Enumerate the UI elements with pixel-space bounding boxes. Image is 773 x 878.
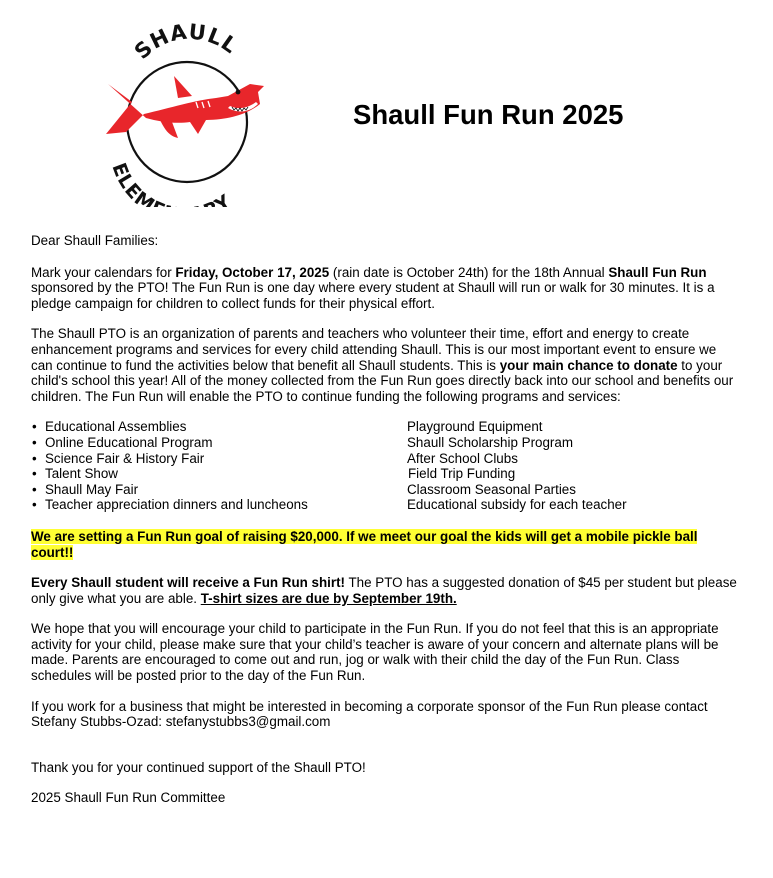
- letter-body: [31, 233, 741, 806]
- donate-emphasis: your main chance to donate: [499, 357, 678, 373]
- list-item: After School Clubs: [407, 450, 518, 466]
- list-item: Educational subsidy for each teacher: [407, 497, 627, 513]
- list-item: • Talent Show: [31, 466, 407, 482]
- list-item: Playground Equipment: [407, 419, 543, 435]
- list-item: Field Trip Funding: [408, 466, 516, 482]
- shirt-deadline: T-shirt sizes are due by September 19th.: [200, 590, 457, 606]
- shark-logo-icon: [100, 22, 270, 207]
- logo-bottom-text: ELEM Y: [107, 159, 236, 207]
- sponsor-paragraph: If you work for a business that might be interested in becoming a corporate sponsor of the Fun Run please contact Stefany Stubbs-Ozad: stefanystubbs3@gmail.com: [31, 698, 708, 730]
- shirt-paragraph: Every Shaull student will receive a Fun Run shirt! The PTO has a suggested donation of $45 per student but please only give what you are able. T-shirt sizes are due by September 19th.: [31, 575, 737, 606]
- list-item: • Online Educational Program: [31, 435, 407, 451]
- list-item: • Shaull May Fair: [31, 482, 407, 498]
- greeting: Dear Shaull Families:: [31, 233, 159, 248]
- school-logo: [100, 22, 270, 207]
- intro-paragraph: Mark your calendars for Friday, October 17, 2025 (rain date is October 24th) for the 18th Annual Shaull Fun Run sponsored by the PTO! The Fun Run is one day where every student at Shaull will run or walk for 30 minutes. It is a pledge campaign for children to collect funds for their physical effort.: [31, 264, 715, 311]
- list-item: Classroom Seasonal Parties: [407, 481, 576, 497]
- list-item: • Educational Assemblies: [31, 419, 407, 435]
- shirt-emphasis: Every Shaull student will receive a Fun Run shirt!: [31, 575, 346, 591]
- goal-highlight: We are setting a Fun Run goal of raising $20,000. If we meet our goal the kids will get a mobile pickle ball court!!: [31, 528, 698, 560]
- signature: 2025 Shaull Fun Run Committee: [31, 790, 226, 806]
- programs-left-column: [31, 419, 407, 513]
- page-title: Shaull Fun Run 2025: [353, 99, 624, 130]
- programs-right-column: [407, 419, 741, 513]
- list-item: Shaull Scholarship Program: [407, 434, 573, 450]
- programs-list: [31, 419, 741, 513]
- spacer: [31, 745, 741, 760]
- participation-paragraph: We hope that you will encourage your child to participate in the Fun Run. If you do not feel that this is an appropriate activity for your child, please make sure that your child’s teacher is aware of your concern and alternate plans will be made. Parents are encouraged to come out and run, jog or walk with their child the day of the Fun Run. Class schedules will be posted prior to the day of the Fun Run.: [31, 621, 719, 684]
- list-item: • Teacher appreciation dinners and luncheons: [31, 497, 407, 513]
- pto-paragraph: The Shaull PTO is an organization of parents and teachers who volunteer their time, effort and energy to create enhancement programs and services for every child attending Shaull. This is our most important event to ensure we can continue to fund the activities below that benefit all Shaull students. This is your main chance to donate to your child's school this year! All of the money collected from the Fun Run goes directly back into our school and benefits our children. The Fun Run will enable the PTO to continue funding the following programs and services:: [31, 326, 734, 404]
- goal-paragraph: [31, 529, 741, 560]
- logo-top-text: SHAULL: [129, 22, 243, 64]
- list-item: • Science Fair & History Fair: [31, 451, 407, 467]
- thanks-line: Thank you for your continued support of the Shaull PTO!: [31, 759, 366, 775]
- event-date: Friday, October 17, 2025: [175, 264, 330, 280]
- event-name: Shaull Fun Run: [608, 264, 707, 280]
